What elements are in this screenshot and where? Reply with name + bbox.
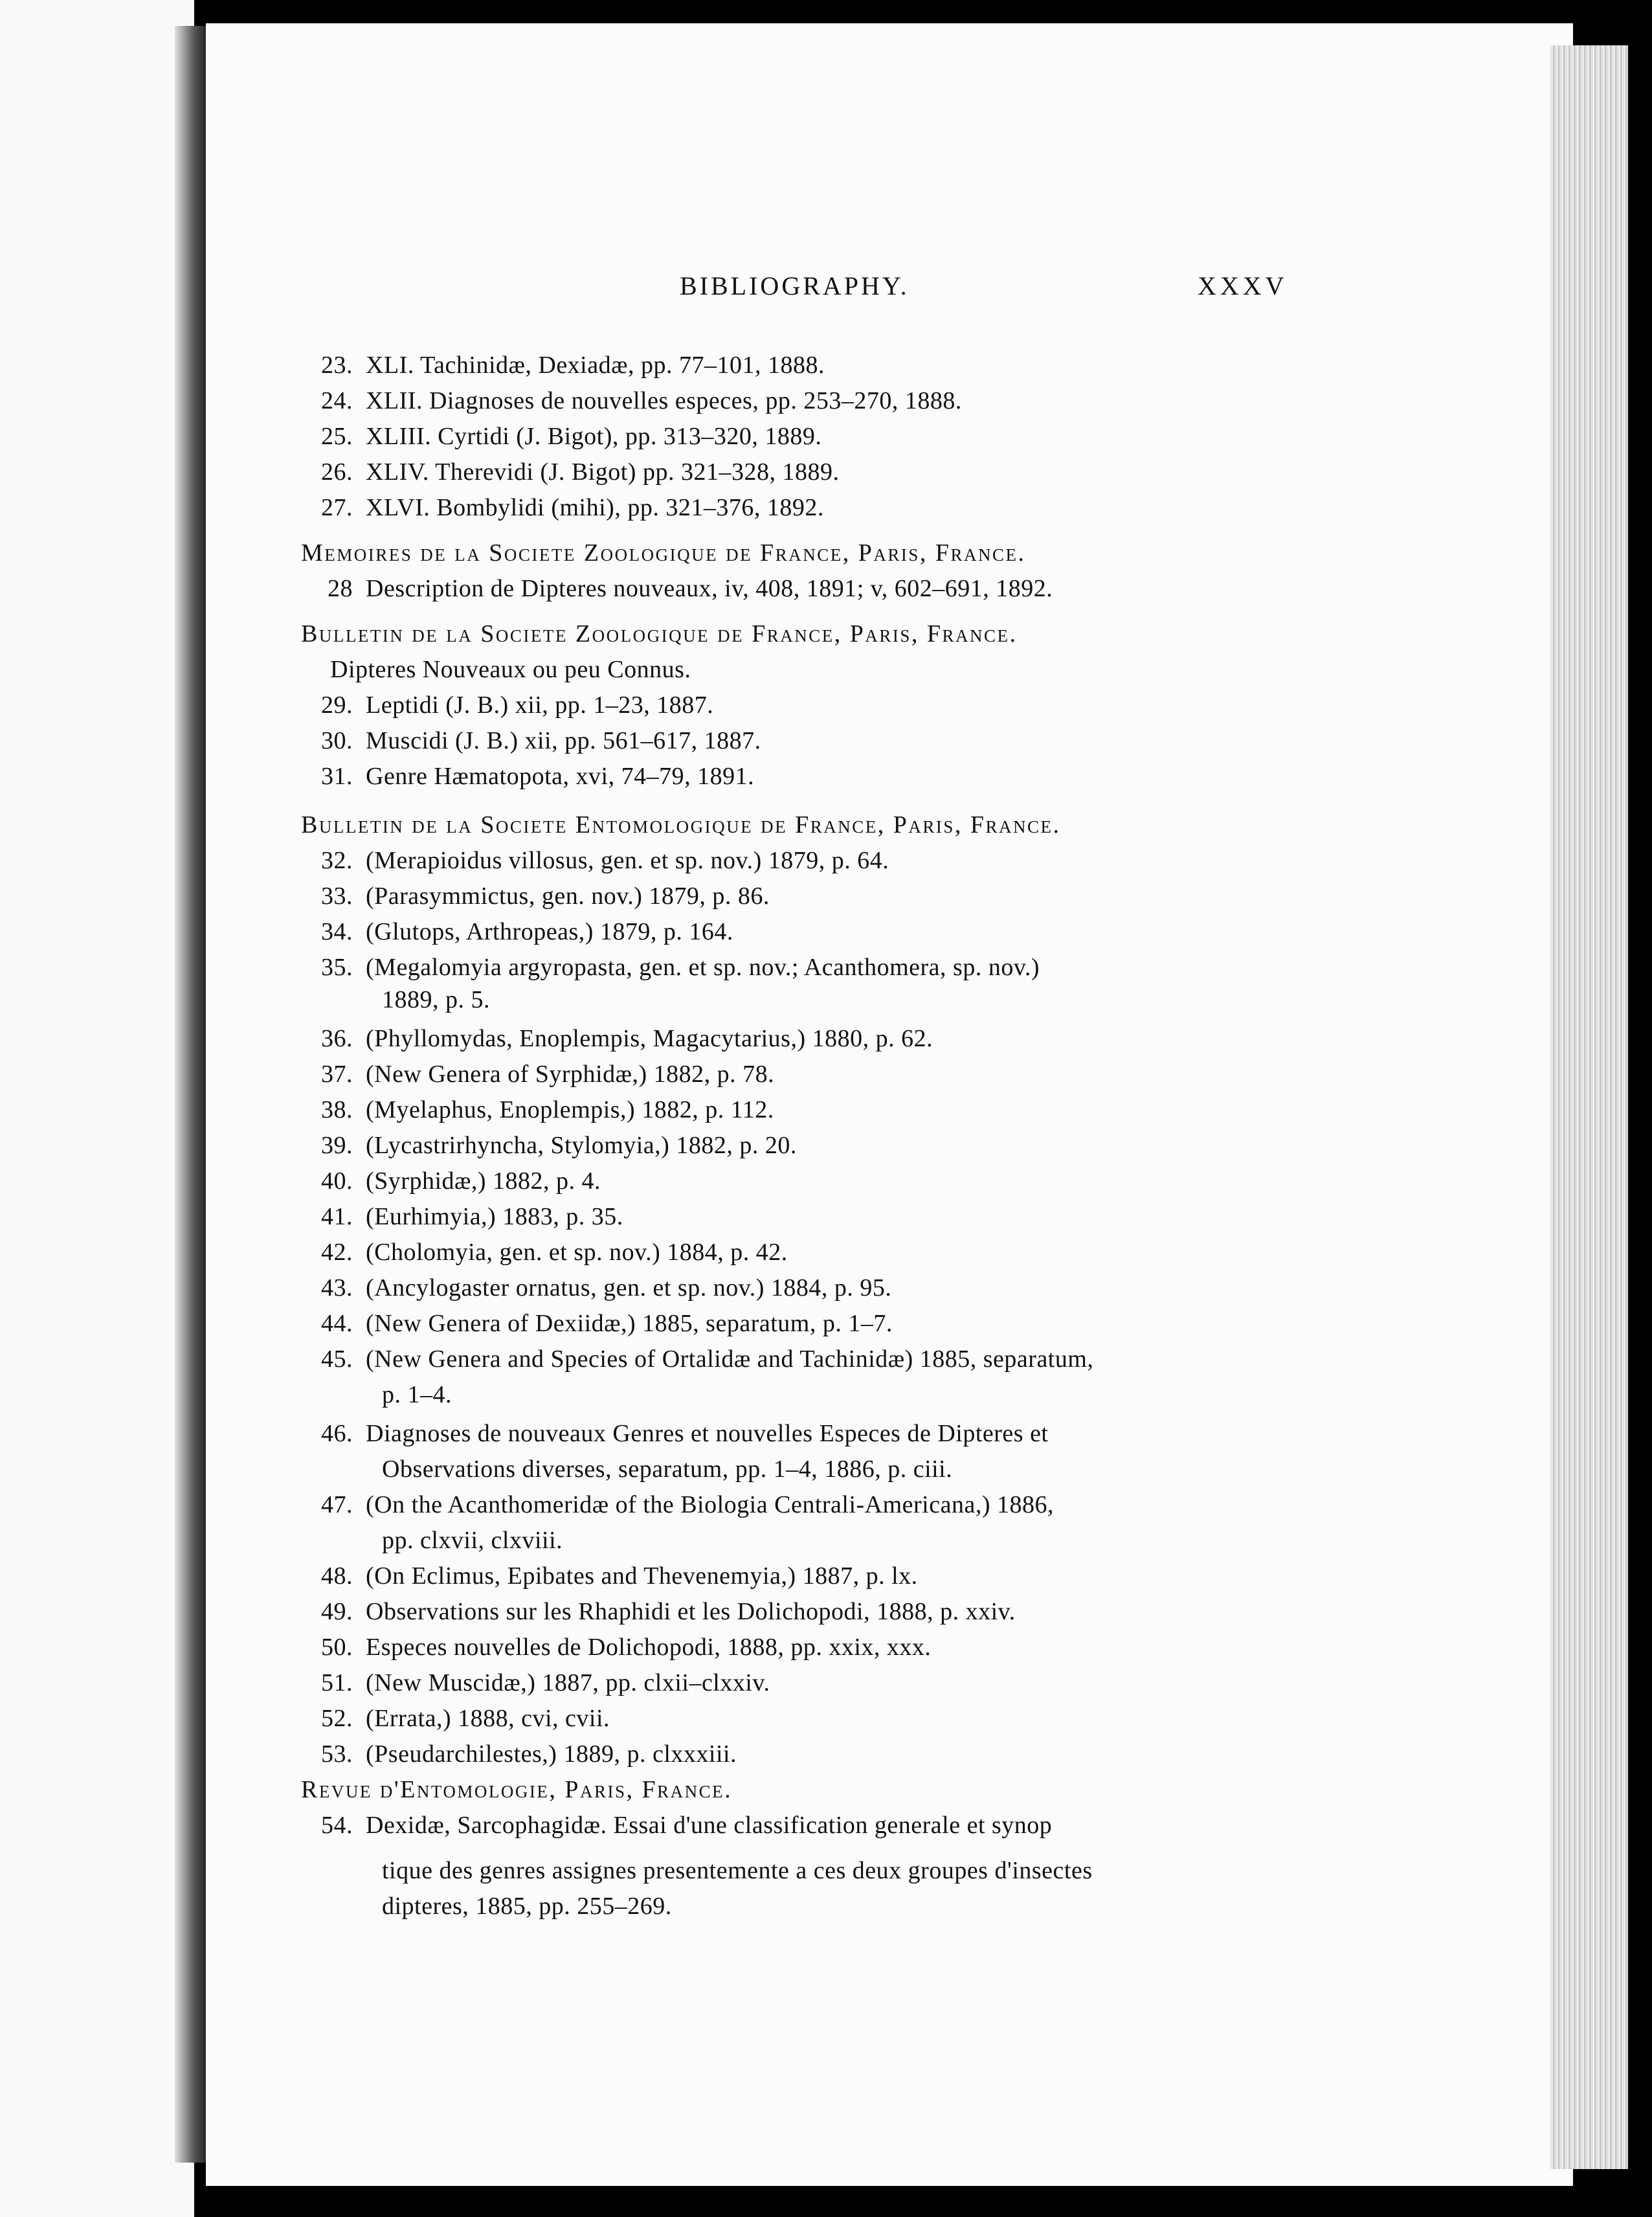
bibliography-entry (301, 846, 889, 875)
bibliography-entry (301, 1060, 774, 1088)
entry-number: 41. (321, 1203, 353, 1230)
subheading (330, 655, 691, 684)
entry-text: Genre Hæmatopota, xvi, 74–79, 1891. (366, 763, 755, 790)
entry-text: Dipteres Nouveaux ou peu Connus. (330, 656, 691, 683)
section-heading (301, 539, 1026, 567)
entry-text: (New Genera of Dexiidæ,) 1885, separatum, p. 1–7. (366, 1310, 893, 1337)
bibliography-entry (301, 1704, 610, 1733)
bibliography-entry (301, 1345, 1093, 1373)
entry-number: 34. (321, 918, 353, 945)
entry-continuation (382, 1380, 452, 1409)
entry-text: Leptidi (J. B.) xii, pp. 1–23, 1887. (366, 692, 714, 719)
bibliography-entry (301, 1131, 797, 1160)
entry-number: 24. (321, 387, 353, 414)
entry-number: 48. (321, 1562, 353, 1590)
entry-number: 32. (321, 847, 353, 874)
bibliography-entry (301, 762, 754, 791)
entry-number: 36. (321, 1025, 353, 1052)
entry-number: 53. (321, 1740, 353, 1768)
entry-text: XLIII. Cyrtidi (J. Bigot), pp. 313–320, 1889. (366, 423, 822, 450)
entry-text: (Ancylogaster ornatus, gen. et sp. nov.) 1884, p. 95. (366, 1274, 892, 1301)
entry-continuation (382, 1455, 952, 1483)
entry-text: tique des genres assignes presentemente a ces deux groupes d'insectes (382, 1857, 1093, 1884)
entry-text: (Glutops, Arthropeas,) 1879, p. 164. (366, 918, 733, 945)
bibliography-entry (301, 387, 962, 415)
entry-text: Dexidæ, Sarcophagidæ. Essai d'une classification generale et synop (366, 1812, 1053, 1839)
entry-text: (New Genera and Species of Ortalidæ and Tachinidæ) 1885, separatum, (366, 1345, 1094, 1373)
entry-text: (On the Acanthomeridæ of the Biologia Centrali-Americana,) 1886, (366, 1491, 1054, 1518)
entry-number: 51. (321, 1669, 353, 1696)
entry-number: 38. (321, 1096, 353, 1123)
entry-number: 37. (321, 1061, 353, 1088)
entry-continuation (382, 985, 490, 1014)
entry-text: (Pseudarchilestes,) 1889, p. clxxxiii. (366, 1740, 737, 1768)
bibliography-entry (301, 1167, 601, 1195)
entry-continuation (382, 1892, 672, 1920)
entry-text: p. 1–4. (382, 1381, 452, 1408)
bibliography-entry (301, 574, 1053, 603)
entry-text: Description de Dipteres nouveaux, iv, 408, 1891; v, 602–691, 1892. (366, 575, 1053, 602)
bibliography-entry (301, 422, 821, 451)
entry-number: 43. (321, 1274, 353, 1301)
entry-text: (Eurhimyia,) 1883, p. 35. (366, 1203, 623, 1230)
entry-text: 1889, p. 5. (382, 986, 490, 1013)
entry-text: Memoires de la Societe Zoologique de France, Paris, France. (301, 539, 1026, 567)
entry-number: 54. (321, 1812, 353, 1839)
entry-text: (Errata,) 1888, cvi, cvii. (366, 1705, 610, 1732)
entry-text: (On Eclimus, Epibates and Thevenemyia,) 1887, p. lx. (366, 1562, 918, 1590)
entry-number: 52. (321, 1705, 353, 1732)
entry-text: Observations diverses, separatum, pp. 1–4, 1886, p. ciii. (382, 1456, 953, 1483)
bibliography-entry (301, 1096, 774, 1124)
bibliography-entry (301, 1024, 933, 1053)
entry-text: (Parasymmictus, gen. nov.) 1879, p. 86. (366, 883, 770, 910)
bibliography-entry (301, 882, 770, 910)
entry-text: Revue d'Entomologie, Paris, France. (301, 1776, 733, 1803)
bibliography-entry (301, 1562, 918, 1590)
entry-continuation (382, 1526, 563, 1555)
entry-number: 33. (321, 883, 353, 910)
entry-number: 31. (321, 763, 353, 790)
entry-text: XLVI. Bombylidi (mihi), pp. 321–376, 1892. (366, 494, 824, 521)
entry-number: 47. (321, 1491, 353, 1518)
entry-number: 45. (321, 1345, 353, 1373)
entry-number: 46. (321, 1420, 353, 1447)
entry-text: XLI. Tachinidæ, Dexiadæ, pp. 77–101, 1888. (366, 352, 825, 379)
bibliography-entry (301, 458, 839, 486)
entry-number: 42. (321, 1239, 353, 1266)
bibliography-entry (301, 1491, 1054, 1519)
section-heading (301, 620, 1018, 648)
bibliography-entry (301, 1274, 891, 1302)
bibliography-entry (301, 1238, 788, 1266)
entry-text: Bulletin de la Societe Entomologique de France, Paris, France. (301, 811, 1061, 838)
entry-number: 27. (321, 494, 353, 521)
entry-text: (New Genera of Syrphidæ,) 1882, p. 78. (366, 1061, 775, 1088)
entry-number: 44. (321, 1310, 353, 1337)
entry-number: 39. (321, 1132, 353, 1159)
entry-number: 26. (321, 458, 353, 486)
entry-number: 40. (321, 1167, 353, 1195)
bibliography-entry (301, 1309, 893, 1338)
entry-text: (Lycastrirhyncha, Stylomyia,) 1882, p. 20. (366, 1132, 797, 1159)
entry-text: (Syrphidæ,) 1882, p. 4. (366, 1167, 601, 1195)
entry-number: 23. (321, 352, 353, 379)
entry-text: Diagnoses de nouveaux Genres et nouvelles Especes de Dipteres et (366, 1420, 1049, 1447)
entry-text: XLIV. Therevidi (J. Bigot) pp. 321–328, 1889. (366, 458, 840, 486)
bibliography-entry (301, 1202, 623, 1231)
bibliography-entry (301, 953, 1040, 982)
entry-text: (Phyllomydas, Enoplempis, Magacytarius,) 1880, p. 62. (366, 1025, 933, 1052)
section-heading (301, 1775, 732, 1804)
running-header-title: BIBLIOGRAPHY. (680, 271, 910, 300)
entry-text: (Myelaphus, Enoplempis,) 1882, p. 112. (366, 1096, 774, 1123)
bibliography-entry (301, 917, 733, 946)
entry-text: Especes nouvelles de Dolichopodi, 1888, pp. xxix, xxx. (366, 1634, 932, 1661)
bibliography-entry (301, 1419, 1049, 1448)
entry-text: (Cholomyia, gen. et sp. nov.) 1884, p. 42. (366, 1239, 788, 1266)
entry-text: (Megalomyia argyropasta, gen. et sp. nov.; Acanthomera, sp. nov.) (366, 954, 1040, 981)
bibliography-entry (301, 1669, 770, 1697)
bibliography-entry (301, 351, 825, 379)
entry-number: 28 (328, 575, 353, 602)
entry-number: 35. (321, 954, 353, 981)
bibliography-entry (301, 1633, 931, 1661)
bibliography-entry (301, 1811, 1052, 1840)
bibliography-entry (301, 493, 824, 522)
entry-text: (Merapioidus villosus, gen. et sp. nov.) 1879, p. 64. (366, 847, 889, 874)
entry-number: 49. (321, 1598, 353, 1625)
entry-number: 30. (321, 727, 353, 754)
page-number: XXXV (1198, 271, 1288, 300)
entry-continuation (382, 1856, 1093, 1885)
entry-number: 50. (321, 1634, 353, 1661)
entry-text: XLII. Diagnoses de nouvelles especes, pp. 253–270, 1888. (366, 387, 962, 414)
bibliography-entry (301, 691, 713, 719)
bibliography-entry (301, 1597, 1016, 1626)
bibliography-entry (301, 726, 761, 755)
entry-text: Bulletin de la Societe Zoologique de France, Paris, France. (301, 620, 1018, 647)
entry-text: Observations sur les Rhaphidi et les Dolichopodi, 1888, p. xxiv. (366, 1598, 1016, 1625)
entry-text: dipteres, 1885, pp. 255–269. (382, 1893, 672, 1920)
section-heading (301, 811, 1061, 839)
entry-text: Muscidi (J. B.) xii, pp. 561–617, 1887. (366, 727, 761, 754)
entry-number: 25. (321, 423, 353, 450)
entry-number: 29. (321, 692, 353, 719)
bibliography-entry (301, 1740, 737, 1768)
entry-text: pp. clxvii, clxviii. (382, 1527, 563, 1554)
entry-text: (New Muscidæ,) 1887, pp. clxii–clxxiv. (366, 1669, 770, 1696)
